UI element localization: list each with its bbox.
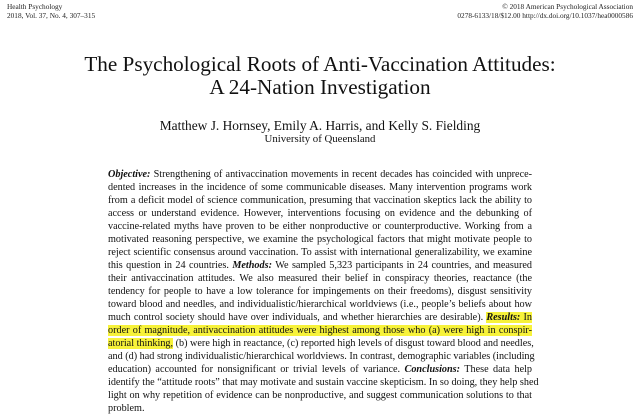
abstract-text: much control society should have over individuals, and whether hierarchies are desirable). bbox=[108, 312, 484, 323]
journal-name: Health Psychology bbox=[7, 2, 63, 11]
abstract-text: this question in 24 countries. bbox=[108, 260, 229, 271]
paper-title bbox=[0, 53, 640, 99]
affiliation: University of Queensland bbox=[264, 133, 376, 145]
abstract-line: tendency for people to have a low tolerance for impingements on their freedoms), disgust sensitivity bbox=[108, 286, 532, 297]
abstract-line bbox=[108, 324, 532, 337]
abstract-line: light on why repetition of evidence can be nonproductive, and suggest communication solutions to that bbox=[108, 390, 532, 401]
abstract-line: from a deficit model of science communication, presuming that vaccination skeptics lack the ability to bbox=[108, 195, 532, 206]
author-list: Matthew J. Hornsey, Emily A. Harris, and Kelly S. Fielding bbox=[159, 118, 481, 133]
abstract-line: reject scientific consensus around vaccination. To assist with international generalizability, we examine bbox=[108, 247, 532, 258]
abstract-line: access or understand evidence. However, interventions focusing on evidence and the debunking of bbox=[108, 208, 532, 219]
abstract-line: dented increases in the incidence of some communicable diseases. Many intervention programs work bbox=[108, 182, 532, 193]
results-label: Results: bbox=[486, 312, 521, 323]
abstract-text: These data help bbox=[464, 364, 533, 375]
abstract-line: motivated reasoning perspective, we examine the psychological factors that might motivate people to bbox=[108, 234, 532, 245]
abstract-text: Strengthening of antivaccination movements in recent decades has coincided with unprece- bbox=[153, 169, 533, 180]
methods-label: Methods: bbox=[232, 260, 272, 271]
copyright-notice: © 2018 American Psychological Association bbox=[502, 2, 633, 11]
copyright-header bbox=[457, 3, 633, 20]
abstract-line bbox=[108, 259, 532, 272]
highlighted-text: order of magnitude, antivaccination attitudes were highest among those who (a) were high in conspir- bbox=[108, 325, 532, 336]
abstract-line: their antivaccination attitudes. We also measured their belief in conspiracy theories, reactance (the bbox=[108, 273, 532, 284]
paper-title-line-1: The Psychological Roots of Anti-Vaccination Attitudes: bbox=[84, 52, 556, 76]
abstract-line: toward blood and needles, and individualistic/hierarchical worldviews (i.e., people’s beliefs about how bbox=[108, 299, 532, 310]
abstract-line: and (d) had strong individualistic/hierarchical worldviews. In contrast, demographic variables (including bbox=[108, 351, 535, 362]
highlighted-text: atorial thinking, bbox=[108, 338, 174, 349]
abstract-line: problem. bbox=[108, 403, 145, 414]
abstract-line: vaccine-related myths have proven to be either nonproductive or counterproductive. Working from a bbox=[108, 221, 532, 232]
paper-title-line-2: A 24-Nation Investigation bbox=[209, 75, 431, 99]
abstract-text: education) accounted for nonsignificant or trivial levels of variance. bbox=[108, 364, 401, 375]
objective-label: Objective: bbox=[108, 169, 151, 180]
abstract-line: identify the “attitude roots” that may motivate and sustain vaccine skepticism. In so doing, they help shed bbox=[108, 377, 539, 388]
conclusions-label: Conclusions: bbox=[404, 364, 461, 375]
abstract-line bbox=[108, 363, 532, 376]
highlighted-text bbox=[486, 312, 532, 323]
abstract-line bbox=[108, 168, 532, 181]
abstract bbox=[108, 168, 539, 415]
abstract-line bbox=[108, 337, 532, 350]
journal-header bbox=[7, 3, 95, 20]
journal-citation: 2018, Vol. 37, No. 4, 307–315 bbox=[7, 10, 96, 20]
abstract-text: (b) were high in reactance, (c) reported high levels of disgust toward blood and needles, bbox=[175, 338, 534, 349]
abstract-text: In bbox=[523, 312, 533, 323]
abstract-line bbox=[108, 311, 532, 324]
doi-link[interactable]: 0278-6133/18/$12.00 http://dx.doi.org/10.1037/hea0000586 bbox=[457, 10, 633, 20]
abstract-text: We sampled 5,323 participants in 24 countries, and measured bbox=[275, 260, 532, 271]
